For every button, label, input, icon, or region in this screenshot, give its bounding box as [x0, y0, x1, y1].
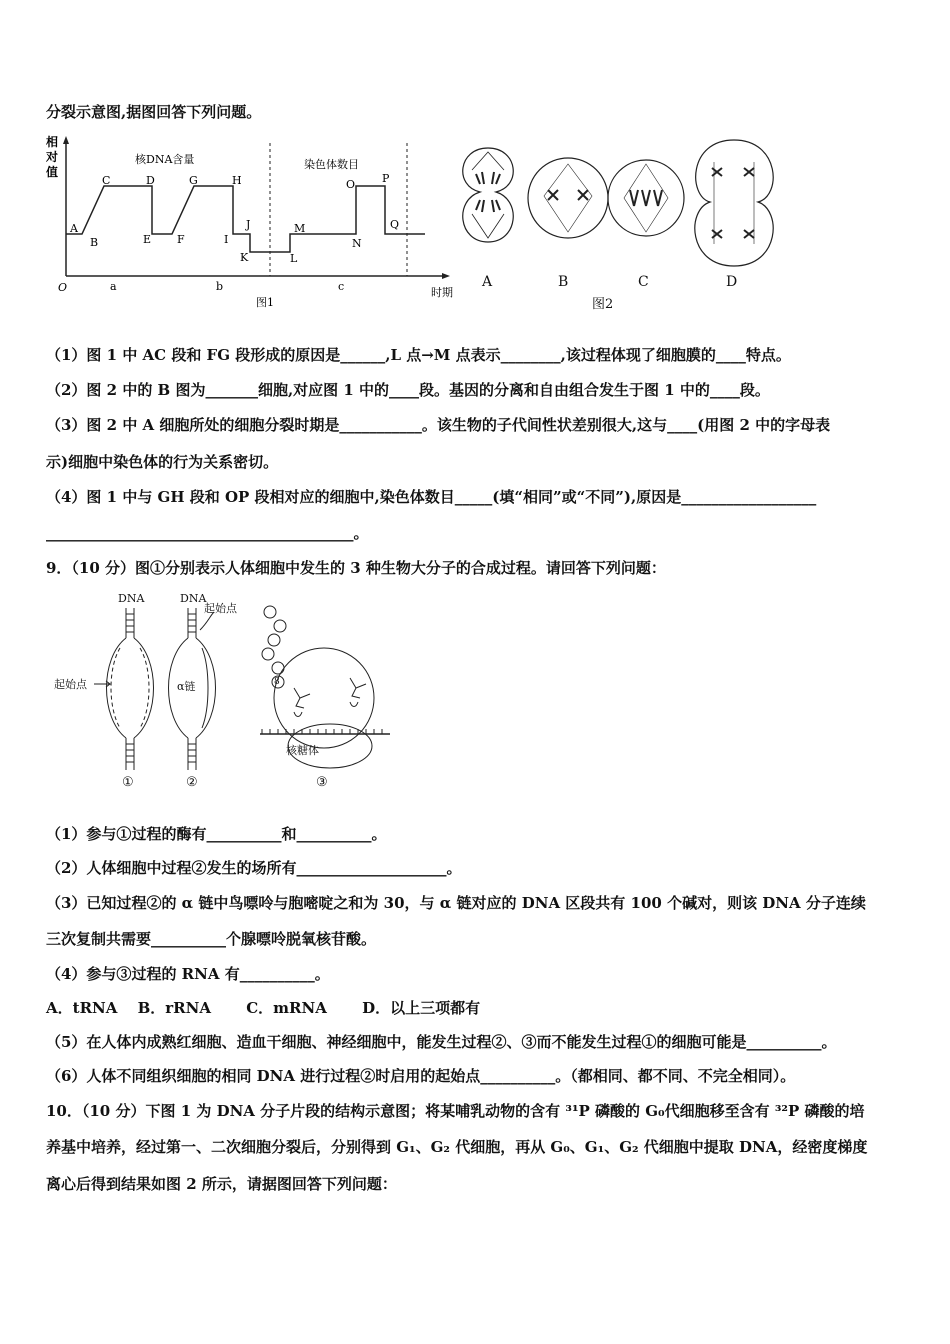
fig1-point-D: D [146, 174, 155, 187]
fig1-point-L: L [290, 252, 298, 265]
q8-line-3: （3）图 2 中 A 细胞所处的细胞分裂时期是___________。该生物的子代间性状差别很大,这与____(用图 2 中的字母表 [46, 416, 831, 434]
fig1-point-C: C [102, 174, 111, 187]
fig1-x-arrow [442, 273, 450, 279]
cell-C [608, 160, 684, 236]
fig1-point-J: J [246, 218, 251, 231]
fig1-chrom-label: 染色体数目 [304, 158, 359, 171]
q9-line-6: A．tRNA B．rRNA C．mRNA D．以上三项都有 [46, 999, 481, 1017]
q9-line-1: （1）参与①过程的酶有__________和__________。 [46, 825, 387, 843]
fig1-point-I: I [224, 233, 229, 246]
fig1-segment-a: a [110, 280, 117, 293]
fig2-label-A: A [482, 274, 493, 290]
fig1-origin: O [58, 281, 68, 294]
figure-1 [40, 128, 470, 318]
fig9-dna-label-2: DNA [180, 592, 207, 605]
cell-D [695, 140, 773, 266]
fig9-num-3: ③ [316, 775, 328, 790]
q9-line-5: （4）参与③过程的 RNA 有__________。 [46, 965, 330, 983]
fig2-label-B: B [558, 274, 569, 290]
fig1-point-Q: Q [390, 218, 400, 231]
q9-stem: 9．（10 分）图①分别表示人体细胞中发生的 3 种生物大分子的合成过程。请回答下列问题： [46, 559, 666, 577]
fig9-alpha-chain: α链 [177, 680, 196, 693]
fig1-ylabel-2: 对 [46, 150, 59, 164]
fig1-point-F: F [177, 233, 185, 246]
fig1-point-K: K [240, 251, 249, 264]
fig9-origin-top: 起始点 [204, 602, 237, 615]
cell-B [528, 158, 608, 238]
q8-line-6: _________________________________________。 [46, 524, 369, 542]
q9-line-8: （6）人体不同组织细胞的相同 DNA 进行过程②时启用的起始点__________。（都相同、都不同、不完全相同）。 [46, 1067, 796, 1085]
q10-line-2: 养基中培养，经过第一、二次细胞分裂后，分别得到 G₁、G₂ 代细胞，再从 G₀、G₁、G₂ 代细胞中提取 DNA，经密度梯度 [46, 1138, 868, 1156]
fig1-point-G: G [189, 174, 198, 187]
fig9-dna-label-1: DNA [118, 592, 145, 605]
q10-line-3: 离心后得到结果如图 2 所示，请据图回答下列问题： [46, 1175, 397, 1193]
fig1-xlabel: 时期 [431, 286, 453, 299]
fig1-dna-label: 核DNA含量 [135, 153, 195, 166]
q8-line-1: （1）图 1 中 AC 段和 FG 段形成的原因是______,L 点→M 点表示________,该过程体现了细胞膜的____特点。 [46, 346, 791, 364]
fig1-point-N: N [352, 237, 362, 250]
fig1-point-B: B [90, 236, 99, 249]
fig1-segment-c: c [338, 280, 345, 293]
fig1-point-P: P [382, 172, 390, 185]
fig1-caption: 图1 [256, 296, 274, 309]
fig1-segment-b: b [216, 280, 224, 293]
figure-2 [452, 134, 782, 314]
fig1-point-M: M [294, 222, 306, 235]
q9-line-7: （5）在人体内成熟红细胞、造血干细胞、神经细胞中，能发生过程②、③而不能发生过程①的细胞可能是__________。 [46, 1033, 837, 1051]
cell-A [463, 148, 513, 242]
fig9-num-1: ① [122, 775, 134, 790]
fig1-point-O: O [346, 178, 356, 191]
fig9-num-2: ② [186, 775, 198, 790]
fig2-caption: 图2 [592, 297, 614, 312]
fig9-eight: 8 [274, 677, 280, 687]
fig1-point-H: H [232, 174, 242, 187]
figure-replication-transcription-translation [50, 588, 390, 793]
fig2-label-D: D [726, 274, 738, 290]
fig1-point-A: A [70, 222, 78, 235]
q9-line-2: （2）人体细胞中过程②发生的场所有____________________。 [46, 859, 462, 877]
intro-line: 分裂示意图,据图回答下列问题。 [46, 103, 262, 121]
fig1-point-E: E [143, 233, 152, 246]
q9-line-3: （3）已知过程②的 α 链中鸟嘌呤与胞嘧啶之和为 30，与 α 链对应的 DNA 区段共有 100 个碱对，则该 DNA 分子连续 [46, 894, 866, 912]
fig2-label-C: C [638, 274, 649, 290]
q8-line-4: 示)细胞中染色体的行为关系密切。 [46, 453, 279, 471]
fig9-ribosome-label: 核糖体 [286, 744, 319, 757]
q9-line-4: 三次复制共需要__________个腺嘌呤脱氧核苷酸。 [46, 930, 377, 948]
fig1-y-arrow [63, 136, 69, 144]
q8-line-5: （4）图 1 中与 GH 段和 OP 段相对应的细胞中,染色体数目_____(填“相同”或“不同”),原因是__________________ [46, 488, 817, 506]
q10-line-1: 10．（10 分）下图 1 为 DNA 分子片段的结构示意图；将某哺乳动物的含有 ³¹P 磷酸的 G₀代细胞移至含有 ³²P 磷酸的培 [46, 1102, 865, 1120]
fig9-origin-left: 起始点 [54, 678, 87, 691]
fig1-ylabel-3: 值 [46, 165, 59, 179]
fig1-ylabel-1: 相 [46, 135, 59, 149]
q8-line-2: （2）图 2 中的 B 图为_______细胞,对应图 1 中的____段。基因的分离和自由组合发生于图 1 中的____段。 [46, 381, 770, 399]
